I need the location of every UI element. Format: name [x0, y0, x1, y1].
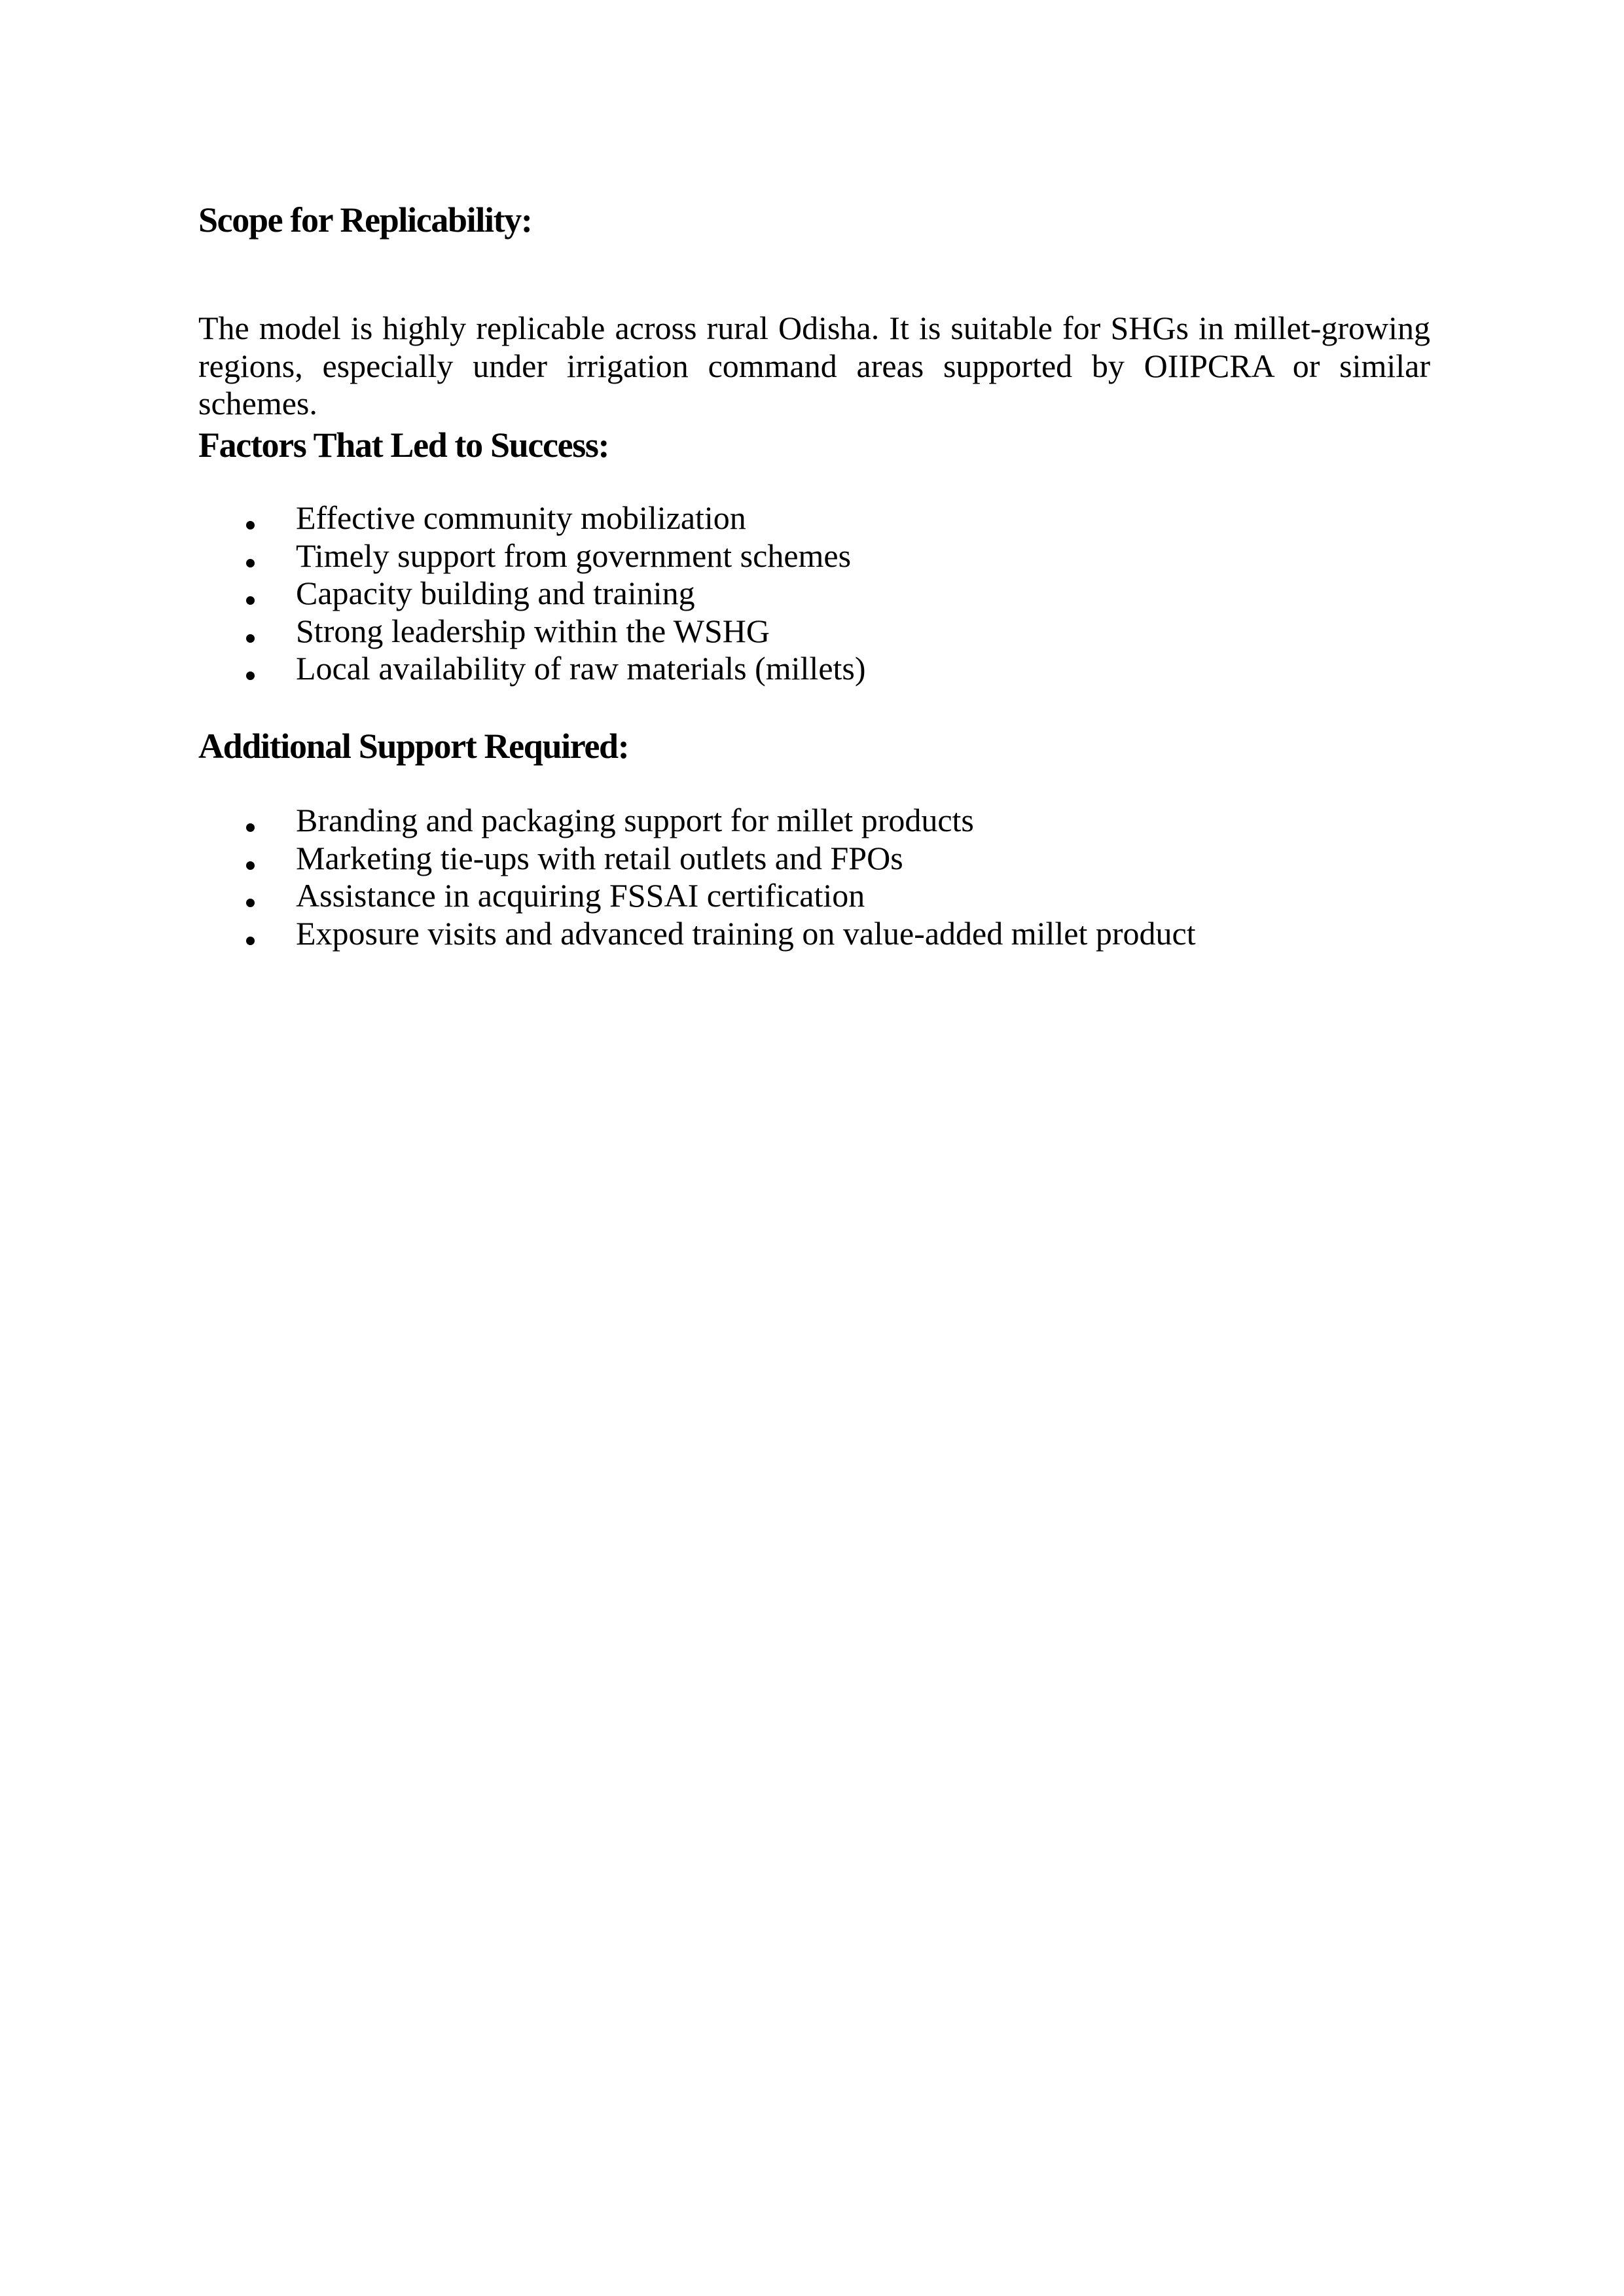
heading-scope-for-replicability: Scope for Replicability:	[198, 200, 532, 240]
bullet-icon	[246, 559, 255, 567]
list-item	[198, 915, 1430, 953]
bullet-icon	[246, 899, 255, 907]
list-item	[198, 613, 1430, 651]
list-item	[198, 650, 1430, 688]
list-item-label: Strong leadership within the WSHG	[296, 612, 770, 649]
bullet-icon	[246, 596, 255, 605]
list-item	[198, 877, 1430, 915]
list-item	[198, 802, 1430, 840]
list-item-label: Capacity building and training	[296, 575, 695, 611]
list-item-label: Branding and packaging support for millet products	[296, 802, 974, 838]
list-item	[198, 575, 1430, 613]
paragraph-replicability: The model is highly replicable across rural Odisha. It is suitable for SHGs in millet-growing regions, especially under irrigation command areas supported by OIIPCRA or similar schemes.	[198, 310, 1430, 422]
list-item-label: Timely support from government schemes	[296, 537, 852, 574]
bullet-icon	[246, 672, 255, 680]
bullet-icon	[246, 861, 255, 870]
list-additional-support	[198, 802, 1430, 952]
list-item	[198, 537, 1430, 575]
bullet-icon	[246, 521, 255, 529]
list-item	[198, 499, 1430, 537]
list-item-label: Effective community mobilization	[296, 499, 746, 536]
bullet-icon	[246, 937, 255, 945]
list-item-label: Assistance in acquiring FSSAI certification	[296, 877, 865, 914]
list-item-label: Marketing tie-ups with retail outlets and FPOs	[296, 839, 903, 876]
list-item-label: Exposure visits and advanced training on value-added millet product	[296, 914, 1196, 952]
list-item-label: Local availability of raw materials (millets)	[296, 650, 866, 687]
heading-factors-that-led-to-success: Factors That Led to Success:	[198, 425, 609, 465]
bullet-icon	[246, 823, 255, 832]
list-success-factors	[198, 499, 1430, 688]
list-item	[198, 840, 1430, 878]
heading-additional-support-required: Additional Support Required:	[198, 726, 629, 766]
bullet-icon	[246, 634, 255, 643]
